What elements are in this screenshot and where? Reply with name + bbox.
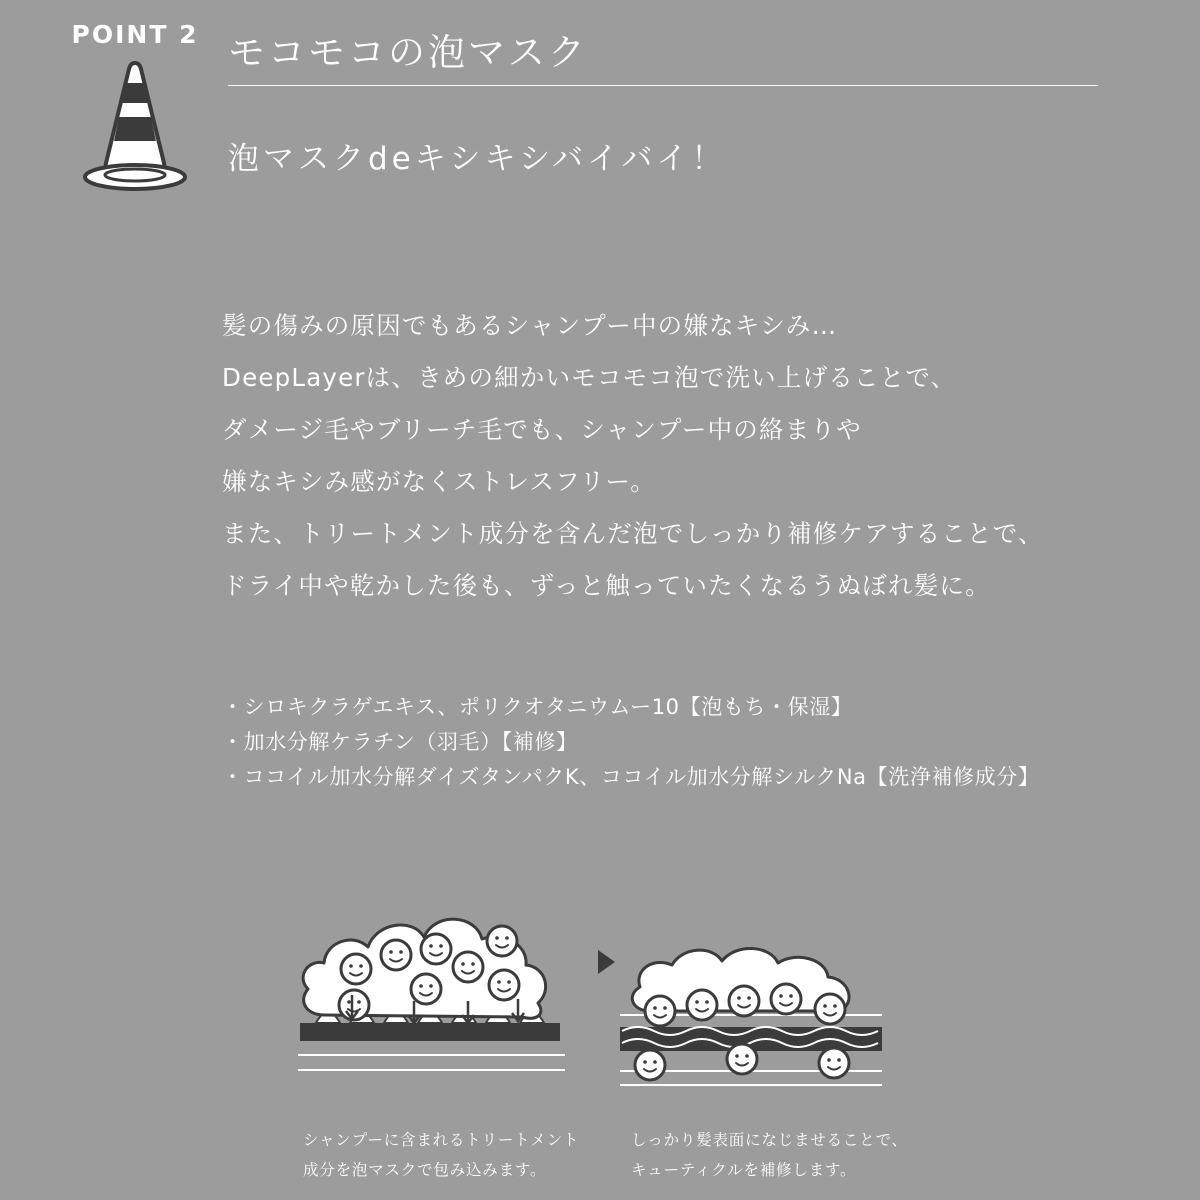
title-divider (228, 85, 1098, 86)
list-item: ・シロキクラゲエキス、ポリクオタニウムー10【泡もち・保湿】 (222, 695, 853, 719)
traffic-cone-icon (60, 55, 210, 195)
list-item: ・加水分解ケラチン（羽毛）【補修】 (222, 730, 578, 754)
point-badge (60, 20, 210, 195)
body-line: ドライ中や乾かした後も、ずっと触っていたくなるうぬぼれ髪に。 (222, 571, 991, 600)
point-label: POINT 2 (71, 20, 199, 49)
illustration-group (290, 845, 910, 1105)
body-line: ダメージ毛やブリーチ毛でも、シャンプー中の絡まりや (222, 415, 862, 444)
caption-line: しっかり髪表面になじませることで、 (631, 1131, 908, 1149)
caption-left (303, 1125, 579, 1185)
foam-mask-on-hair-illustration (298, 919, 565, 1070)
body-line: 嫌なキシみ感がなくストレスフリー。 (222, 467, 656, 496)
ingredient-list (222, 690, 1039, 795)
page-title: モコモコの泡マスク (228, 31, 588, 74)
right-triangle-arrow-icon (598, 950, 615, 974)
body-line: 髪の傷みの原因でもあるシャンプー中の嫌なキシみ… (222, 311, 838, 340)
caption-line: 成分を泡マスクで包み込みます。 (303, 1161, 547, 1179)
foam-absorbed-cuticle-illustration (620, 948, 882, 1085)
caption-right (631, 1125, 908, 1185)
caption-line: キューティクルを補修します。 (631, 1161, 857, 1179)
caption-line: シャンプーに含まれるトリートメント (303, 1131, 580, 1149)
body-line: DeepLayerは、きめの細かいモコモコ泡で洗い上げることで、 (222, 363, 957, 392)
body-copy (222, 300, 1044, 612)
subtitle: 泡マスクdeキシキシバイバイ！ (228, 141, 727, 177)
list-item: ・ココイル加水分解ダイズタンパクK、ココイル加水分解シルクNa【洗浄補修成分】 (222, 765, 1040, 789)
body-line: また、トリートメント成分を含んだ泡でしっかり補修ケアすることで、 (222, 519, 1044, 548)
